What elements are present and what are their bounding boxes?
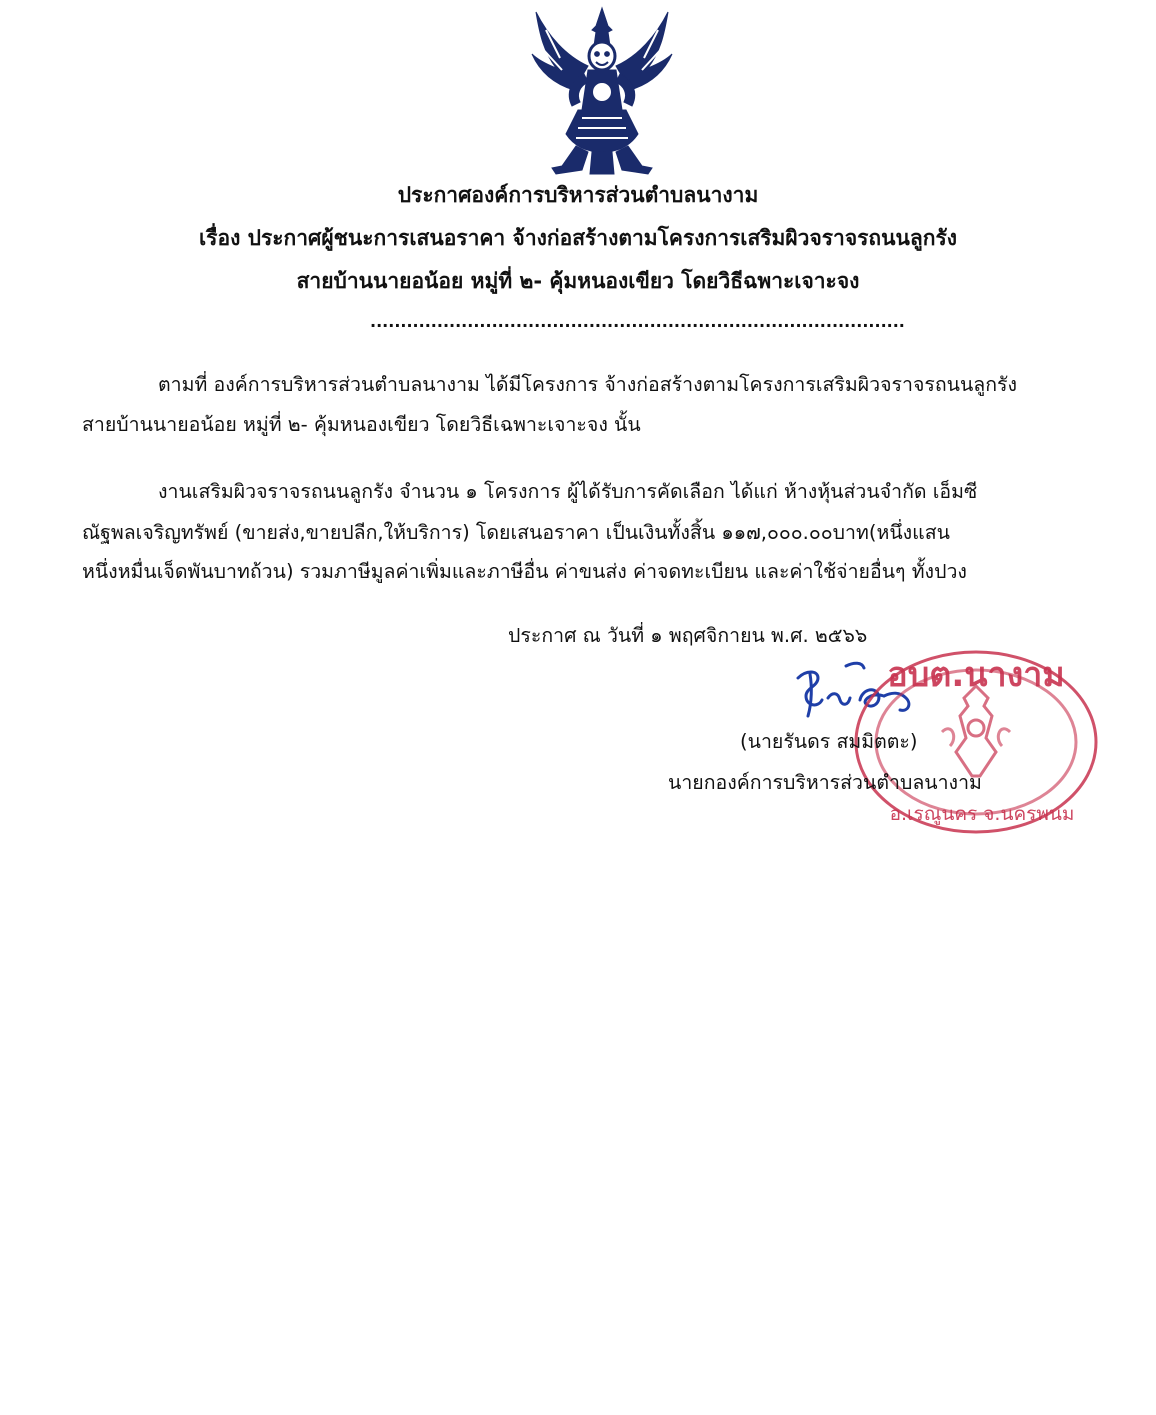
stamp-top-text: อบต.นางาม — [887, 655, 1065, 695]
paragraph-2-line-2: ณัฐพลเจริญทรัพย์ (ขายส่ง,ขายปลีก,ให้บริการ) โดยเสนอราคา เป็นเงินทั้งสิ้น ๑๑๗,๐๐๐.๐๐บาท(หนึ่งแสน — [82, 521, 950, 544]
paragraph-1-line-1: ตามที่ องค์การบริหารส่วนตำบลนางาม ได้มีโครงการ จ้างก่อสร้างตามโครงการเสริมผิวจราจรถนนลูกรัง — [158, 373, 1018, 396]
document-subject-continued: สายบ้านนายอน้อย หมู่ที่ ๒- คุ้มหนองเขียว โดยวิธีฉพาะเจาะจง — [296, 269, 860, 293]
document-title: ประกาศองค์การบริหารส่วนตำบลนางาม — [397, 183, 759, 207]
paragraph-2-line-1: งานเสริมผิวจราจรถนนลูกรัง จำนวน ๑ โครงการ ผู้ได้รับการคัดเลือก ได้แก่ ห้างหุ้นส่วนจำกัด เอ็มซี — [158, 480, 978, 503]
garuda-emblem-icon — [526, 6, 678, 178]
paragraph-1-line-2: สายบ้านนายอน้อย หมู่ที่ ๒- คุ้มหนองเขียว โดยวิธีเฉพาะเจาะจง นั้น — [82, 413, 641, 436]
stamp-bottom-text: อ.เรณูนคร จ.นครพนม — [889, 803, 1075, 825]
document-subject: เรื่อง ประกาศผู้ชนะการเสนอราคา จ้างก่อสร้างตามโครงการเสริมผิวจราจรถนนลูกรัง — [199, 226, 957, 250]
signatory-title: นายกองค์การบริหารส่วนตำบลนางาม — [668, 771, 982, 794]
paragraph-2-line-3: หนึ่งหมื่นเจ็ดพันบาทถ้วน) รวมภาษีมูลค่าเพิ่มและภาษีอื่น ค่าขนส่ง ค่าจดทะเบียน และค่าใช้จ่ายอื่นๆ ทั้งปวง — [82, 560, 967, 583]
dotted-divider: ........................................................................................ — [370, 312, 905, 331]
signatory-name: (นายรันดร สมมิตตะ) — [740, 730, 918, 753]
announcement-date: ประกาศ ณ วันที่ ๑ พฤศจิกายน พ.ศ. ๒๕๖๖ — [508, 624, 868, 647]
